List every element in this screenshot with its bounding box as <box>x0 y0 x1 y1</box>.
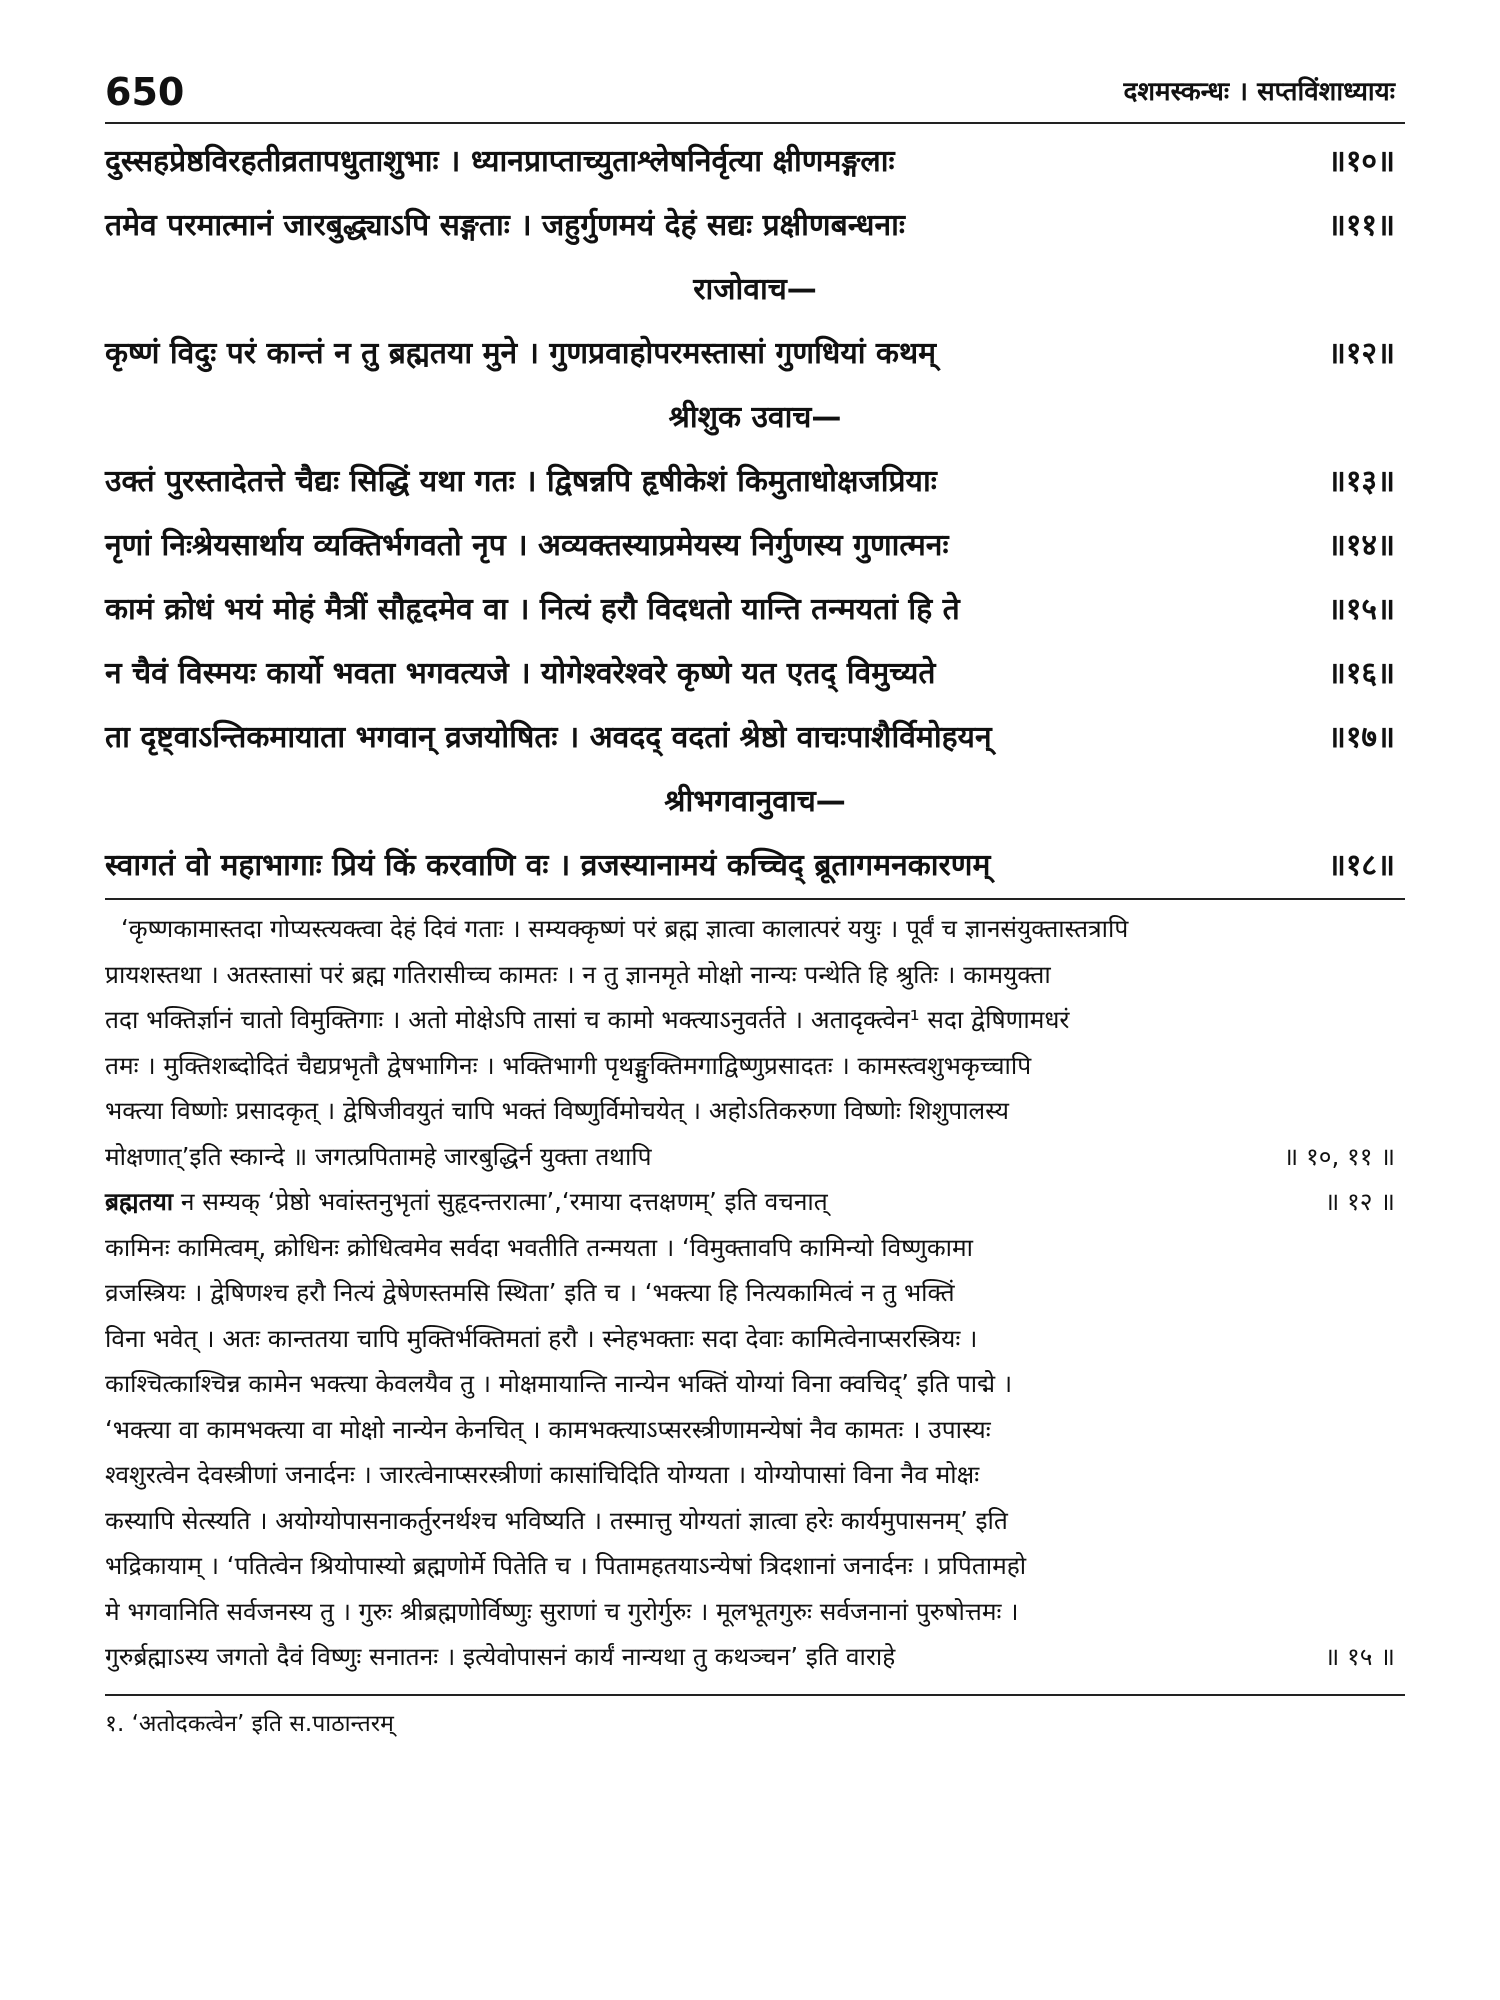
page-number: 650 <box>105 70 185 114</box>
commentary-line <box>105 1543 1405 1589</box>
verse-text: नृणां निःश्रेयसार्थाय व्यक्तिर्भगवतो नृप । अव्यक्तस्याप्रमेयस्य निर्गुणस्य गुणात्मनः <box>105 528 949 563</box>
verse-line <box>105 642 1405 706</box>
commentary-line <box>105 1589 1405 1635</box>
page-header <box>105 62 1405 122</box>
commentary-keyword: ब्रह्मतया <box>105 1187 174 1216</box>
commentary-block <box>105 906 1405 1680</box>
header-rule <box>105 122 1405 124</box>
commentary-line <box>105 1498 1405 1544</box>
commentary-text: प्रायशस्तथा । अतस्तासां परं ब्रह्म गतिरासीच्च कामतः । न तु ज्ञानमृते मोक्षो नान्यः पन्थेति हि श्रुतिः । कामयुक्ता <box>105 959 1051 989</box>
commentary-text: विना भवेत् । अतः कान्ततया चापि मुक्तिर्भक्तिमतां हरौ । स्नेहभक्ताः सदा देवाः कामित्वेनाप्सरस्त्रियः । <box>105 1323 978 1353</box>
commentary-text: तदा भक्तिर्ज्ञानं चातो विमुक्तिगाः । अतो मोक्षेऽपि तासां च कामो भक्त्याऽनुवर्तते । अतादृक्त्वेन¹ सदा द्वेषिणामधरं <box>105 1005 1070 1034</box>
verse-line <box>105 706 1405 770</box>
verse-text: ता दृष्ट्वाऽन्तिकमायाता भगवान् व्रजयोषितः । अवदद् वदतां श्रेष्ठो वाचःपाशैर्विमोहयन् <box>105 720 992 755</box>
verse-text: उक्तं पुरस्तादेतत्ते चैद्यः सिद्धिं यथा गतः । द्विषन्नपि हृषीकेशं किमुताधोक्षजप्रियाः <box>105 464 937 499</box>
footnote: १. ‘अतोदकत्वेन’ इति स.पाठान्तरम् <box>105 1710 394 1737</box>
commentary-text: व्रजस्त्रियः । द्वेषिणश्च हरौ नित्यं द्वेषेणस्तमसि स्थिता’ इति च । ‘भक्त्या हि नित्यकामित्वं न तु भक्तिं <box>105 1278 955 1307</box>
commentary-text: गुरुर्ब्रह्माऽस्य जगतो दैवं विष्णुः सनातनः । इत्येवोपासनं कार्यं नान्यथा तु कथञ्चन’ इति वाराहे <box>105 1642 896 1671</box>
commentary-text: न सम्यक् ‘प्रेष्ठो भवांस्तनुभृतां सुहृदन्तरात्मा’,‘रमाया दत्तक्षणम्’ इति वचनात् <box>173 1187 828 1216</box>
verse-text: स्वागतं वो महाभागाः प्रियं किं करवाणि वः । व्रजस्यानामयं कच्चिद् ब्रूतागमनकारणम् <box>105 848 991 883</box>
verse-line <box>105 322 1405 386</box>
verse-number: ॥१४॥ <box>1327 528 1395 563</box>
commentary-line <box>105 1361 1405 1407</box>
verse-number: ॥१८॥ <box>1327 848 1395 883</box>
commentary-verse-ref: ॥ १०, ११ ॥ <box>1283 1141 1395 1171</box>
commentary-line <box>105 1043 1405 1089</box>
verse-number: ॥१७॥ <box>1327 720 1395 755</box>
commentary-line <box>105 1634 1405 1680</box>
commentary-line <box>105 1179 1405 1225</box>
speaker-heading: राजोवाच— <box>693 272 817 307</box>
commentary-text: श्वशुरत्वेन देवस्त्रीणां जनार्दनः । जारत्वेनाप्सरस्त्रीणां कासांचिदिति योग्यता । योग्योपासां विना नैव मोक्षः <box>105 1460 980 1489</box>
commentary-text: ‘कृष्णकामास्तदा गोप्यस्त्यक्त्वा देहं दिवं गताः । सम्यक्कृष्णं परं ब्रह्म ज्ञात्वा कालात्परं ययुः । पूर्वं च ज्ञानसंयुक्तास्तत्रापि <box>121 914 1129 943</box>
verse-number: ॥१३॥ <box>1327 464 1395 499</box>
verse-line <box>105 194 1405 258</box>
verse-line <box>105 450 1405 514</box>
footnote-rule <box>105 1694 1405 1696</box>
commentary-text: तमः । मुक्तिशब्दोदितं चैद्यप्रभृतौ द्वेषभागिनः । भक्तिभागी पृथङ्मुक्तिमगाद्विष्णुप्रसादतः । कामस्त्वशुभकृच्चापि <box>105 1050 1032 1080</box>
commentary-text: मोक्षणात्’इति स्कान्दे ॥ जगत्प्रपितामहे जारबुद्धिर्न युक्ता तथापि <box>105 1141 652 1171</box>
commentary-text: मे भगवानिति सर्वजनस्य तु । गुरुः श्रीब्रह्मणोर्विष्णुः सुराणां च गुरोर्गुरुः । मूलभूतगुरुः सर्वजनानां पुरुषोत्तमः । <box>105 1596 1019 1626</box>
verse-line <box>105 514 1405 578</box>
verse-number: ॥१५॥ <box>1327 592 1395 627</box>
commentary-line <box>105 997 1405 1043</box>
commentary-verse-ref: ॥ १२ ॥ <box>1324 1187 1395 1216</box>
verse-number: ॥११॥ <box>1327 208 1395 243</box>
commentary-text: कामिनः कामित्वम्, क्रोधिनः क्रोधित्वमेव सर्वदा भवतीति तन्मयता । ‘विमुक्तावपि कामिन्यो विष्णुकामा <box>105 1232 973 1262</box>
verses-block <box>105 130 1405 898</box>
commentary-line <box>105 1452 1405 1498</box>
commentary-line <box>105 1225 1405 1271</box>
verse-number: ॥१६॥ <box>1327 656 1395 691</box>
verse-line <box>105 834 1405 898</box>
commentary-line <box>105 1134 1405 1180</box>
book-page <box>105 62 1405 1962</box>
verse-text: दुस्सहप्रेष्ठविरहतीव्रतापधुताशुभाः । ध्यानप्राप्ताच्युताश्लेषनिर्वृत्या क्षीणमङ्गलाः <box>105 144 895 179</box>
commentary-text: कस्यापि सेत्स्यति । अयोग्योपासनाकर्तुरनर्थश्च भविष्यति । तस्मात्तु योग्यतां ज्ञात्वा हरेः कार्यमुपासनम्’ इति <box>105 1505 1008 1535</box>
commentary-text: भक्त्या विष्णोः प्रसादकृत् । द्वेषिजीवयुतं चापि भक्तं विष्णुर्विमोचयेत् । अहोऽतिकरुणा विष्णोः शिशुपालस्य <box>105 1096 1009 1125</box>
commentary-line <box>105 1088 1405 1134</box>
commentary-verse-ref: ॥ १५ ॥ <box>1324 1642 1395 1671</box>
verse-text: तमेव परमात्मानं जारबुद्ध्याऽपि सङ्गताः । जहुर्गुणमयं देहं सद्यः प्रक्षीणबन्धनाः <box>105 208 905 243</box>
commentary-line <box>105 1407 1405 1453</box>
commentary-text: काश्चित्काश्चिन्न कामेन भक्त्या केवलयैव तु । मोक्षमायान्ति नान्येन भक्तिं योग्यां विना क्वचिद्’ इति पाद्मे । <box>105 1369 1013 1398</box>
commentary-line <box>105 1316 1405 1362</box>
verse-text: कामं क्रोधं भयं मोहं मैत्रीं सौहृदमेव वा । नित्यं हरौ विदधतो यान्ति तन्मयतां हि ते <box>105 592 960 627</box>
commentary-line <box>105 1270 1405 1316</box>
commentary-line <box>105 952 1405 998</box>
speaker-heading: श्रीशुक उवाच— <box>668 400 842 435</box>
verse-text: कृष्णं विदुः परं कान्तं न तु ब्रह्मतया मुने । गुणप्रवाहोपरमस्तासां गुणधियां कथम् <box>105 336 937 371</box>
verse-text: न चैवं विस्मयः कार्यो भवता भगवत्यजे । योगेश्वरेश्वरे कृष्णे यत एतद् विमुच्यते <box>105 656 936 691</box>
speaker-heading: श्रीभगवानुवाच— <box>664 784 846 819</box>
commentary-rule <box>105 898 1405 900</box>
commentary-text: ‘भक्त्या वा कामभक्त्या वा मोक्षो नान्येन केनचित् । कामभक्त्याऽप्सरस्त्रीणामन्येषां नैव कामतः । उपास्यः <box>105 1414 991 1444</box>
verse-number: ॥१०॥ <box>1327 144 1395 179</box>
commentary-line <box>105 906 1405 952</box>
commentary-text: भद्रिकायाम् । ‘पतित्वेन श्रियोपास्यो ब्रह्मणोर्मे पितेति च । पितामहतयाऽन्येषां त्रिदशानां जनार्दनः । प्रपितामहो <box>105 1551 1027 1580</box>
verse-number: ॥१२॥ <box>1327 336 1395 371</box>
verse-line <box>105 130 1405 194</box>
running-head: दशमस्कन्धः । सप्तविंशाध्यायः <box>1123 77 1395 107</box>
verse-line <box>105 578 1405 642</box>
